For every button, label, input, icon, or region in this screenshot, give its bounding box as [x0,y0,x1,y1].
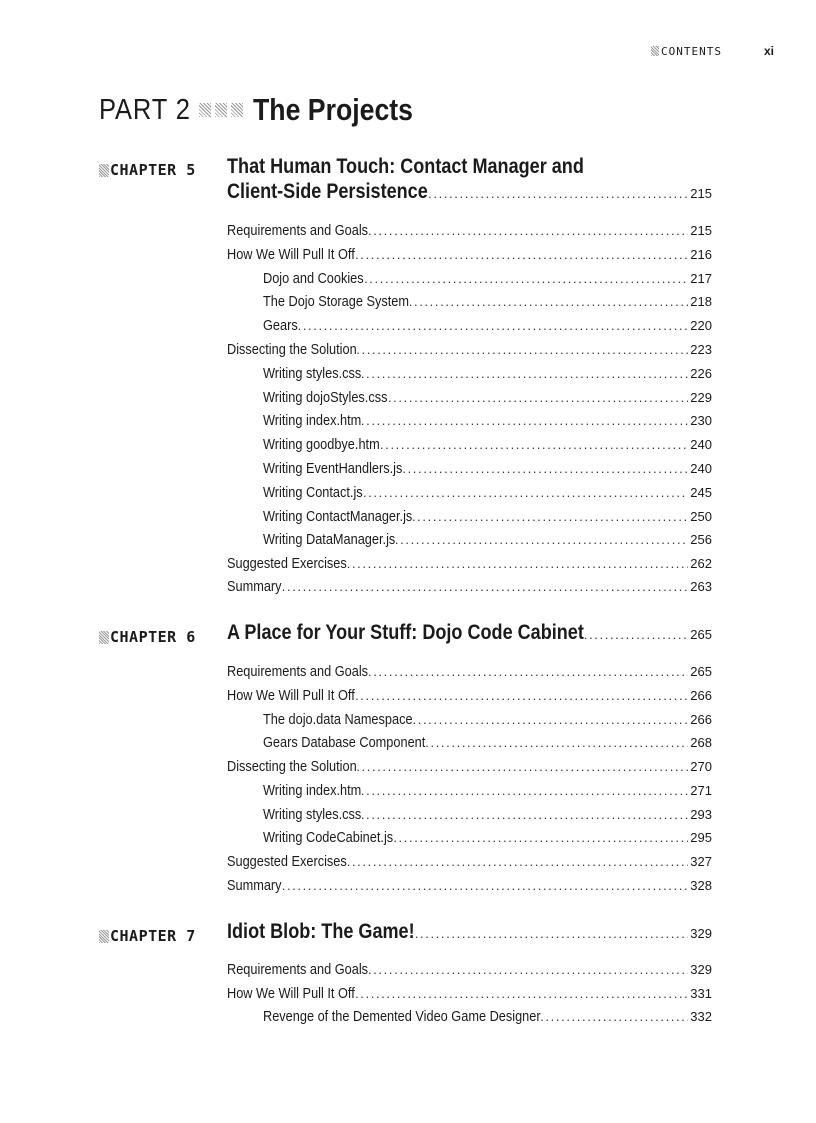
chapter-6-title: A Place for Your Stuff: Dojo Code Cabinet [227,621,584,644]
header-section-label: CONTENTS [661,44,722,58]
toc-subentry[interactable]: Writing styles.css . . . 226 [263,365,712,382]
section-mark-icon [651,46,659,56]
leader-dots [428,186,688,201]
chapter-mark-icon [99,930,109,943]
toc-subentry[interactable]: Writing styles.css . . . 293 [263,806,712,823]
toc-subentry[interactable]: Writing EventHandlers.js . . . 240 [263,460,712,477]
toc-subentry[interactable]: Writing index.htm . . . 230 [263,412,712,429]
chapter-6-title-entry[interactable] [227,621,712,645]
chapter-6-label: CHAPTER 6 [99,628,196,646]
toc-subentry[interactable]: Gears Database Component . . . 268 [263,734,712,751]
toc-subentry[interactable]: Writing ContactManager.js . . . 250 [263,508,712,525]
toc-entry[interactable]: Suggested Exercises . . . 327 [227,853,712,870]
toc-entry[interactable]: How We Will Pull It Off . . . 216 [227,246,712,263]
toc-entry[interactable]: Dissecting the Solution . . . 270 [227,758,712,775]
toc-subentry[interactable]: Writing dojoStyles.css . . . 229 [263,389,712,406]
toc-entry[interactable]: Requirements and Goals . . . 265 [227,663,712,680]
header-page-number: xi [763,44,774,58]
page-number: 215 [690,186,712,201]
page-number: 329 [690,926,712,941]
toc-entry[interactable]: Dissecting the Solution . . . 223 [227,341,712,358]
part-heading [99,92,439,128]
toc-subentry[interactable]: Writing goodbye.htm . . . 240 [263,436,712,453]
toc-entry[interactable]: How We Will Pull It Off . . . 331 [227,985,712,1002]
part-title: The Projects [253,92,414,127]
chapter-mark-icon [99,164,109,177]
chapter-mark-icon [99,631,109,644]
chapter-7-title: Idiot Blob: The Game! [227,920,415,943]
toc-entry[interactable]: Summary . . . 328 [227,877,712,894]
toc-subentry[interactable]: Writing CodeCabinet.js . . . 295 [263,829,712,846]
chapter-5-title-line2: Client-Side Persistence [227,180,428,203]
running-header [651,44,774,58]
chapter-5-label: CHAPTER 5 [99,161,196,179]
chapter-5-title-line1: That Human Touch: Contact Manager and [227,155,584,178]
chapter-7-label: CHAPTER 7 [99,927,196,945]
toc-subentry[interactable]: The dojo.data Namespace . . . 266 [263,711,712,728]
toc-subentry[interactable]: Writing DataManager.js . . . 256 [263,531,712,548]
toc-subentry[interactable]: Writing Contact.js . . . 245 [263,484,712,501]
toc-subentry[interactable]: Dojo and Cookies . . . 217 [263,270,712,287]
part-separator-icon [199,103,247,117]
toc-entry[interactable]: How We Will Pull It Off . . . 266 [227,687,712,704]
toc-subentry[interactable]: The Dojo Storage System . . . 218 [263,293,712,310]
leader-dots [415,926,688,941]
leader-dots [584,627,688,642]
page-number: 265 [690,627,712,642]
toc-entry[interactable]: Requirements and Goals . . . 329 [227,961,712,978]
chapter-5-title-entry[interactable] [227,180,712,204]
toc-entry[interactable]: Suggested Exercises . . . 262 [227,555,712,572]
chapter-7-title-entry[interactable] [227,920,712,944]
toc-subentry[interactable]: Gears . . . 220 [263,317,712,334]
part-label: PART 2 [99,93,191,126]
toc-entry[interactable]: Summary . . . 263 [227,578,712,595]
toc-subentry[interactable]: Writing index.htm . . . 271 [263,782,712,799]
toc-entry[interactable]: Requirements and Goals . . . 215 [227,222,712,239]
toc-subentry[interactable]: Revenge of the Demented Video Game Designer . . . 332 [263,1008,712,1025]
